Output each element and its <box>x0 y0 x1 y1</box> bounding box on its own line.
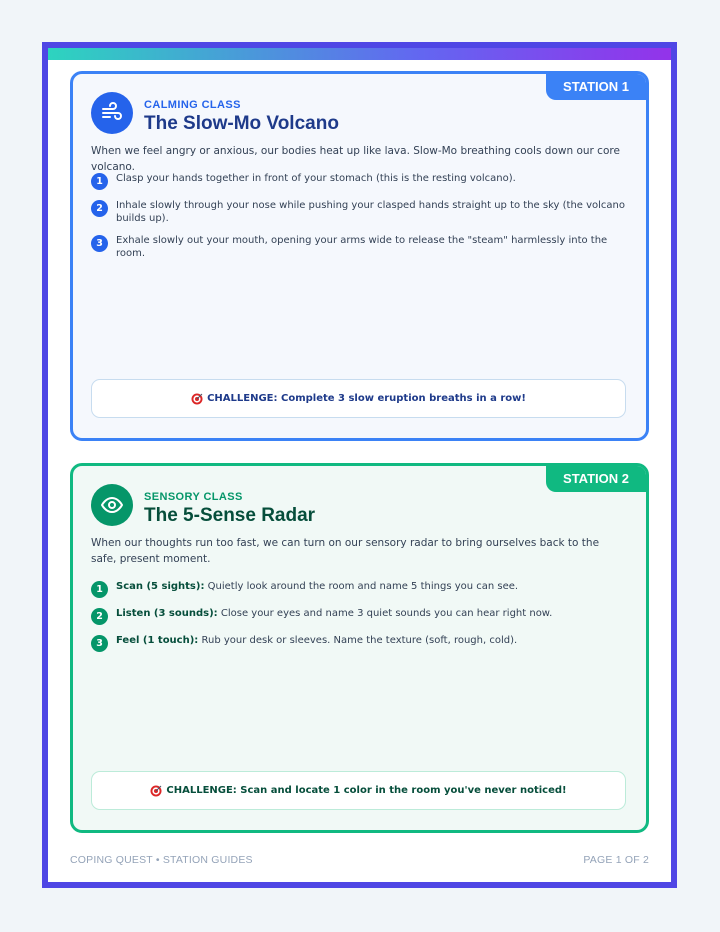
list-item <box>91 634 626 652</box>
eye-icon <box>91 484 133 526</box>
challenge-text: CHALLENGE: Scan and locate 1 color in the room you've never noticed! <box>166 785 567 796</box>
station-guide-page <box>42 42 677 888</box>
step-description: Quietly look around the room and name 5 things you can see. <box>204 581 519 592</box>
step-number-badge: 2 <box>91 200 108 217</box>
step-description: Exhale slowly out your mouth, opening your arms wide to release the "steam" harmlessly into the room. <box>116 235 608 259</box>
step-text <box>116 199 626 225</box>
challenge-text: CHALLENGE: Complete 3 slow eruption breaths in a row! <box>207 393 526 404</box>
step-text <box>116 172 516 185</box>
step-number-badge: 1 <box>91 581 108 598</box>
step-number-badge: 3 <box>91 635 108 652</box>
step-heading: Feel (1 touch): <box>116 635 199 646</box>
list-item <box>91 234 626 260</box>
step-description: Rub your desk or sleeves. Name the texture (soft, rough, cold). <box>198 635 518 646</box>
step-description: Close your eyes and name 3 quiet sounds you can hear right now. <box>217 608 553 619</box>
step-text <box>116 580 518 593</box>
station-tab: STATION 2 <box>546 466 646 492</box>
target-icon <box>150 785 162 797</box>
footer-title: COPING QUEST • STATION GUIDES <box>70 854 253 866</box>
step-description: Clasp your hands together in front of your stomach (this is the resting volcano). <box>116 173 516 184</box>
gradient-header-strip <box>48 48 671 60</box>
step-text <box>116 234 626 260</box>
list-item <box>91 199 626 225</box>
station-intro: When our thoughts run too fast, we can turn on our sensory radar to bring ourselves back to the safe, present moment. <box>91 537 600 565</box>
list-item <box>91 580 626 598</box>
wind-icon <box>91 92 133 134</box>
step-heading: Scan (5 sights): <box>116 581 205 592</box>
step-text <box>116 634 517 647</box>
step-number-badge: 3 <box>91 235 108 252</box>
station-card-1 <box>70 71 649 441</box>
page-number: PAGE 1 OF 2 <box>583 854 649 866</box>
class-label: SENSORY CLASS <box>144 491 243 503</box>
class-label: CALMING CLASS <box>144 99 241 111</box>
step-list <box>91 580 626 661</box>
step-list <box>91 172 626 269</box>
station-intro: When we feel angry or anxious, our bodies heat up like lava. Slow-Mo breathing cools down our core volcano. <box>91 145 620 173</box>
station-tab: STATION 1 <box>546 74 646 100</box>
target-icon <box>191 393 203 405</box>
station-title: The 5-Sense Radar <box>144 505 316 526</box>
step-number-badge: 1 <box>91 173 108 190</box>
station-title: The Slow-Mo Volcano <box>144 113 339 134</box>
step-heading: Listen (3 sounds): <box>116 608 218 619</box>
step-text <box>116 607 552 620</box>
step-description: Inhale slowly through your nose while pushing your clasped hands straight up to the sky (the volcano builds up). <box>116 200 626 224</box>
list-item <box>91 607 626 625</box>
station-card-2 <box>70 463 649 833</box>
step-number-badge: 2 <box>91 608 108 625</box>
list-item <box>91 172 626 190</box>
challenge-box <box>91 379 626 418</box>
challenge-box <box>91 771 626 810</box>
